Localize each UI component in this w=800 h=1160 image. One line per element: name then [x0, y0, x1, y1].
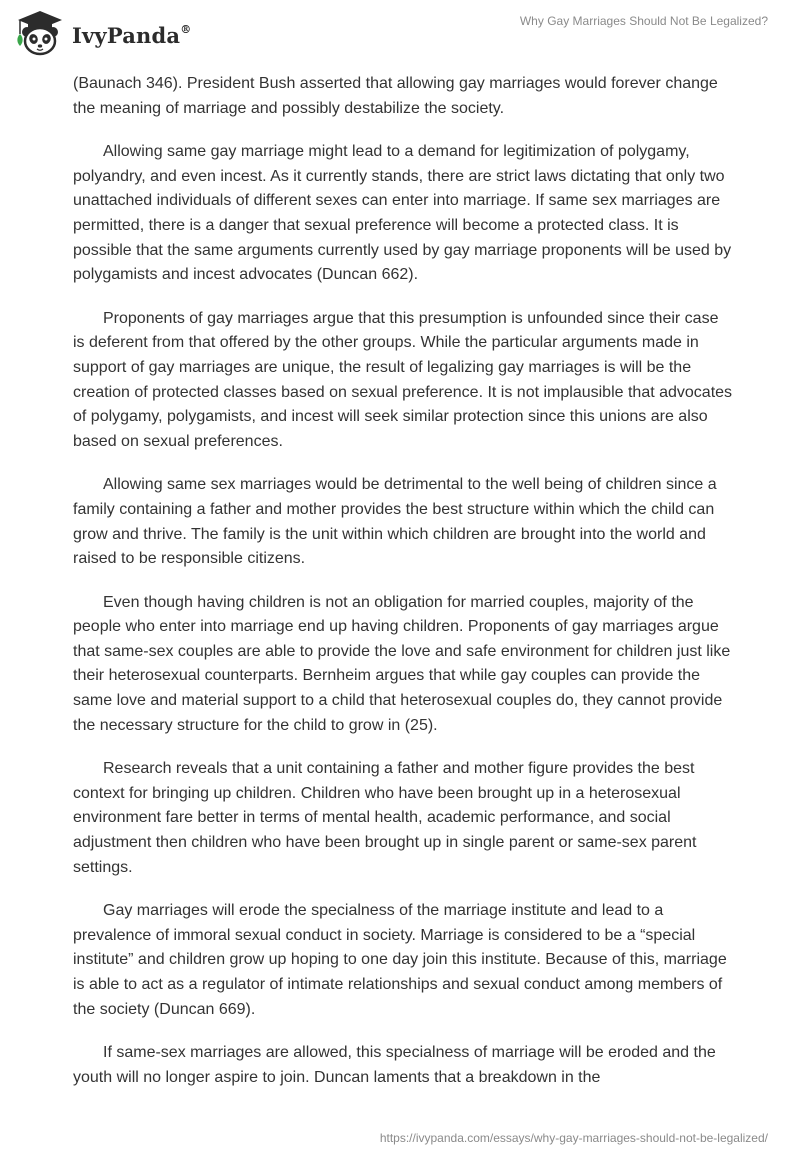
page-header: [0, 0, 800, 64]
paragraph: Gay marriages will erode the specialness of the marriage institute and lead to a prevalence of immoral sexual conduct in society. Marriage is considered to be a “special institute” and children grow up hoping to one day join this institute. Because of this, marriage is able to act as a regulator of intimate relationships and sexual conduct among members of the society (Duncan 669).: [73, 902, 727, 1018]
brand-name: IvyPanda®: [72, 23, 192, 48]
paragraph: Even though having children is not an obligation for married couples, majority of the people who enter into marriage end up having children. Proponents of gay marriages argue that same-sex couples are able to provide the love and safe environment for children just like their heterosexual counterparts. Bernheim argues that while gay couples can provide the same love and material support to a child that heterosexual couples do, they cannot provide the necessary structure for the child to grow in (25).: [73, 593, 731, 734]
paragraph: Allowing same gay marriage might lead to a demand for legitimization of polygamy, polyandry, and even incest. As it currently stands, there are strict laws dictating that only two unattached individuals of different sexes can enter into marriage. If same sex marriages are permitted, there is a danger that sexual preference will become a protected class. It is possible that the same arguments currently used by gay marriage proponents will be used by polygamists and incest advocates (Duncan 662).: [73, 143, 732, 284]
paragraph: (Baunach 346). President Bush asserted that allowing gay marriages would forever change the meaning of marriage and possibly destabilize the society.: [73, 75, 718, 117]
paragraph: If same-sex marriages are allowed, this specialness of marriage will be eroded and the youth will no longer aspire to join. Duncan laments that a breakdown in the: [73, 1044, 716, 1086]
registered-mark: ®: [180, 23, 192, 36]
panda-graduate-icon: [14, 8, 66, 58]
paragraph: Proponents of gay marriages argue that this presumption is unfounded since their case is deferent from that offered by the other groups. While the particular arguments made in support of gay marriages are unique, the result of legalizing gay marriages is will be the creation of protected classes based on sexual preference. It is not implausible that advocates of polygamy, polygamists, and incest will seek similar protection since this unions are also based on sexual preferences.: [73, 309, 733, 450]
source-url-link[interactable]: https://ivypanda.com/essays/why-gay-marriages-should-not-be-legalized/: [379, 1131, 768, 1145]
ivypanda-logo[interactable]: [14, 8, 214, 58]
paragraph: Research reveals that a unit containing a father and mother figure provides the best context for bringing up children. Children who have been brought up in a heterosexual environment fare better in terms of mental health, academic performance, and social adjustment then children who have been brought up in single parent or same-sex parent settings.: [73, 760, 697, 876]
document-title: Why Gay Marriages Should Not Be Legalized?: [519, 14, 768, 28]
essay-body: [73, 72, 733, 1109]
paragraph: Allowing same sex marriages would be detrimental to the well being of children since a family containing a father and mother provides the best structure within which the child can grow and thrive. The family is the unit within which children are brought into the world and raised to be responsible citizens.: [73, 476, 717, 568]
